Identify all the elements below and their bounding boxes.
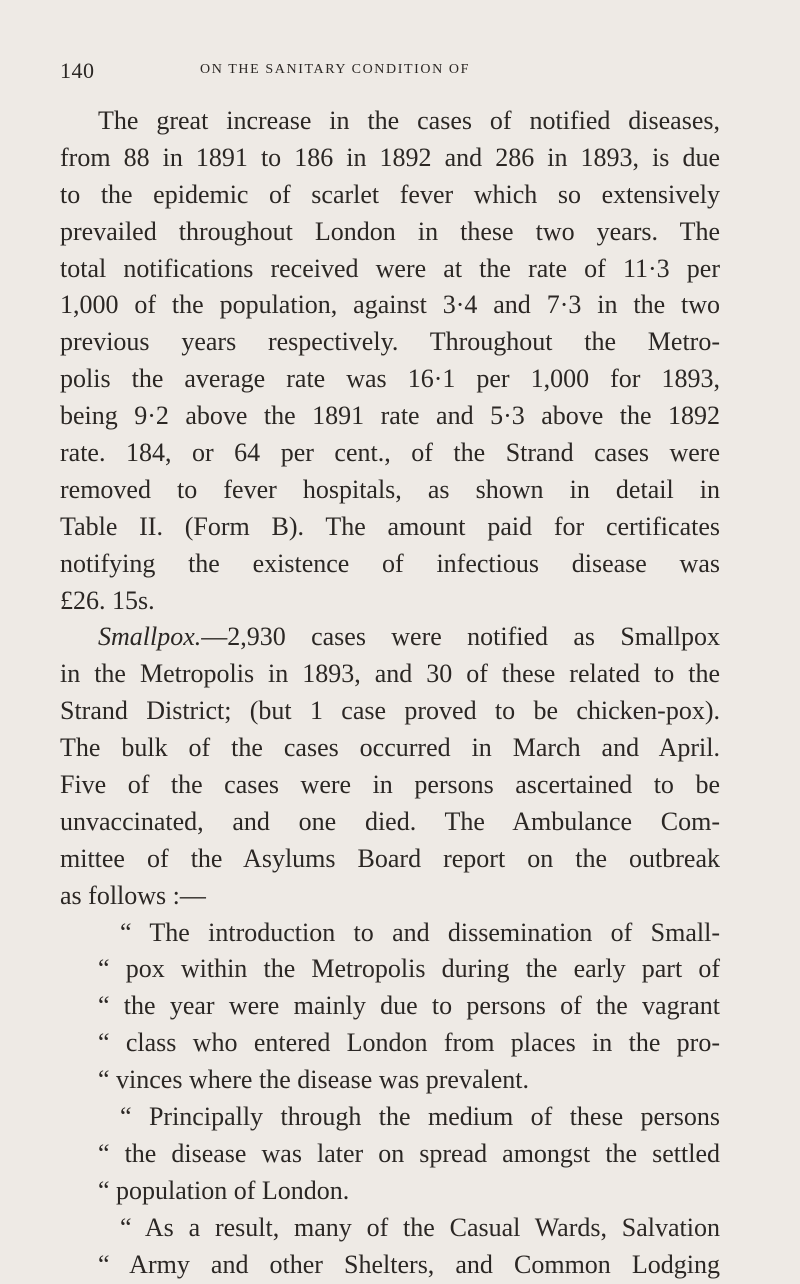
text-line: notifying the existence of infectious disease was xyxy=(60,548,720,578)
text-line: “ pox within the Metropolis during the early part of xyxy=(98,954,720,984)
text-line: total notifications received were at the rate of 11·3 per xyxy=(60,253,720,283)
text-line: “ The introduction to and dissemination of Small- xyxy=(120,917,720,947)
page-header xyxy=(60,58,720,84)
text-line: “ Principally through the medium of these persons xyxy=(120,1102,720,1132)
text-line: “ the disease was later on spread amongst the settled xyxy=(98,1138,720,1168)
text-line: Strand District; (but 1 case proved to be chicken-pox). xyxy=(60,696,720,726)
text-line: “ the year were mainly due to persons of the vagrant xyxy=(98,991,720,1021)
text-line: “ vinces where the disease was prevalent. xyxy=(98,1065,529,1095)
text-line: “ Army and other Shelters, and Common Lodging xyxy=(98,1249,720,1279)
paragraph-notified-diseases xyxy=(60,103,720,619)
text-line: Five of the cases were in persons ascertained to be xyxy=(60,770,720,800)
quote-as-a-result xyxy=(60,1210,720,1284)
text-line: The bulk of the cases occurred in March and April. xyxy=(60,733,720,763)
quote-introduction xyxy=(60,915,720,1099)
text-line: polis the average rate was 16·1 per 1,000 for 1893, xyxy=(60,364,720,394)
body-text xyxy=(60,103,720,1284)
text-line: unvaccinated, and one died. The Ambulance Com- xyxy=(60,806,720,836)
text-line: removed to fever hospitals, as shown in detail in xyxy=(60,474,720,504)
text-line xyxy=(60,619,720,656)
text-line: “ population of London. xyxy=(98,1175,350,1205)
smallpox-heading: Smallpox. xyxy=(98,622,202,652)
text-line: Table II. (Form B). The amount paid for certificates xyxy=(60,511,720,541)
page-number: 140 xyxy=(60,58,95,83)
text-line: rate. 184, or 64 per cent., of the Strand cases were xyxy=(60,438,720,468)
text-line: being 9·2 above the 1891 rate and 5·3 above the 1892 xyxy=(60,401,720,431)
text-line: “ As a result, many of the Casual Wards, Salvation xyxy=(120,1212,720,1242)
text-line: prevailed throughout London in these two years. The xyxy=(60,216,720,246)
text-line: 1,000 of the population, against 3·4 and 7·3 in the two xyxy=(60,290,720,320)
text-line: mittee of the Asylums Board report on the outbreak xyxy=(60,843,720,873)
text-line: £26. 15s. xyxy=(60,585,155,615)
quote-principally xyxy=(60,1099,720,1210)
text-line: from 88 in 1891 to 186 in 1892 and 286 in 1893, is due xyxy=(60,142,720,172)
paragraph-smallpox xyxy=(60,619,720,914)
text-line: as follows :— xyxy=(60,880,206,910)
text-line: in the Metropolis in 1893, and 30 of these related to the xyxy=(60,659,720,689)
text-line: to the epidemic of scarlet fever which so extensively xyxy=(60,179,720,209)
text-line: previous years respectively. Throughout the Metro- xyxy=(60,327,720,357)
text-line: The great increase in the cases of notified diseases, xyxy=(98,106,720,135)
text-line: “ class who entered London from places in the pro- xyxy=(98,1028,720,1058)
text-line-content: —2,930 cases were notified as Smallpox xyxy=(201,622,720,652)
running-head: ON THE SANITARY CONDITION OF xyxy=(200,62,471,77)
